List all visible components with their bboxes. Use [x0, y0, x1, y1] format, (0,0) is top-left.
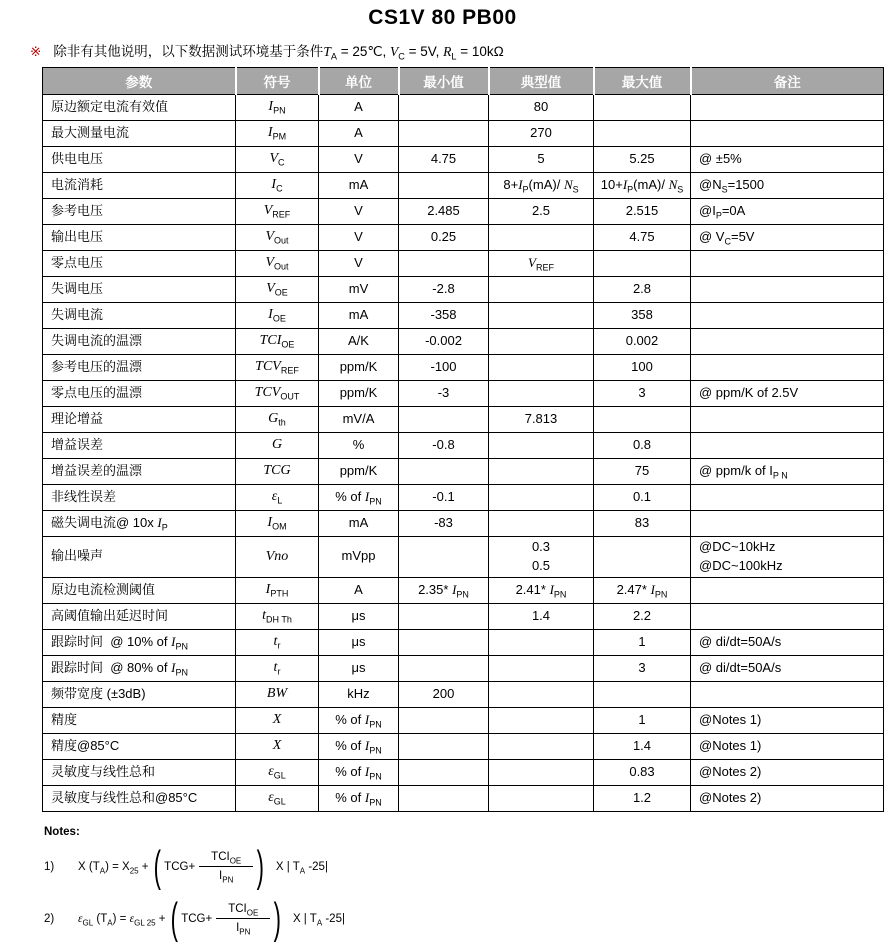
cell-typical [489, 511, 594, 537]
table-row [43, 785, 884, 811]
cell-min: -0.1 [399, 485, 489, 511]
cell-min [399, 407, 489, 433]
table-row [43, 459, 884, 485]
cell-symbol: $V_{Out}$ [236, 225, 319, 251]
cell-remark: @ $V_C=5V$ [691, 225, 884, 251]
table-row [43, 381, 884, 407]
cell-remark: @Notes 2) [691, 785, 884, 811]
cell-symbol: $I_C$ [236, 173, 319, 199]
cell-remark: @ ppm/k of $I_{P N}$ [691, 459, 884, 485]
cell-unit: μs [319, 629, 399, 655]
cell-max: $10+I_P(mA)/$ $N_S$ [594, 173, 691, 199]
cell-unit: A [319, 577, 399, 603]
cell-remark: @Notes 1) [691, 733, 884, 759]
cell-unit: V [319, 251, 399, 277]
cell-unit: V [319, 147, 399, 173]
fraction-numerator: $TCI_{OE}$ [199, 851, 253, 867]
col-header-param: 参数 [43, 68, 236, 95]
cell-symbol: $t_r$ [236, 655, 319, 681]
cell-remark: @ ppm/K of 2.5V [691, 381, 884, 407]
cell-param: 跟踪时间 @ 10% of $I_{PN}$ [43, 629, 236, 655]
cell-remark [691, 277, 884, 303]
cell-remark: @Notes 1) [691, 707, 884, 733]
cell-min [399, 603, 489, 629]
table-row [43, 629, 884, 655]
cell-param: 高阈值输出延迟时间 [43, 603, 236, 629]
cell-symbol: $\varepsilon_{GL}$ [236, 759, 319, 785]
col-header-min: 最小值 [399, 68, 489, 95]
cell-typical: 7.813 [489, 407, 594, 433]
cell-unit: V [319, 199, 399, 225]
cell-min [399, 707, 489, 733]
cell-min [399, 173, 489, 199]
cell-typical [489, 433, 594, 459]
fraction-denominator: $I_{PN}$ [219, 870, 234, 885]
cell-min: 2.35* $I_{PN}$ [399, 577, 489, 603]
cell-max [594, 681, 691, 707]
formula-rhs: X | $T_A$ -25| [292, 912, 345, 927]
formula-fraction [216, 903, 270, 937]
note-formula-1: 1) X $(T_A) = X_{25}$ + ( TCG+ $\frac{TCI_{OE}}{I_{PN}}$ ) X | $T_A$ -25| [44, 841, 328, 891]
cell-param: 电流消耗 [43, 173, 236, 199]
cell-param: 跟踪时间 @ 80% of $I_{PN}$ [43, 655, 236, 681]
cell-min: -2.8 [399, 277, 489, 303]
cell-remark: $@N_S=1500$ [691, 173, 884, 199]
table-row [43, 277, 884, 303]
cell-typical: 270 [489, 121, 594, 147]
table-row [43, 681, 884, 707]
cell-param: 失调电流 [43, 303, 236, 329]
cell-remark [691, 355, 884, 381]
table-row [43, 121, 884, 147]
cell-param: 磁失调电流@ 10x $I_P$ [43, 511, 236, 537]
cell-max: 1 [594, 629, 691, 655]
cell-min: -0.002 [399, 329, 489, 355]
cell-remark [691, 577, 884, 603]
table-row [43, 303, 884, 329]
cell-param: 原边额定电流有效值 [43, 95, 236, 121]
cell-symbol: TCG [236, 459, 319, 485]
table-row [43, 329, 884, 355]
cell-param: 非线性误差 [43, 485, 236, 511]
cell-unit: % of $I_{PN}$ [319, 707, 399, 733]
cell-symbol: $V_C$ [236, 147, 319, 173]
table-row [43, 199, 884, 225]
cell-max: 5.25 [594, 147, 691, 173]
cell-remark [691, 251, 884, 277]
cell-unit: mVpp [319, 537, 399, 578]
cell-unit: A [319, 121, 399, 147]
cell-param: 理论增益 [43, 407, 236, 433]
cell-max [594, 251, 691, 277]
cell-param: 频带宽度 (±3dB) [43, 681, 236, 707]
cell-max: 1 [594, 707, 691, 733]
formula-fraction [199, 851, 253, 885]
cell-typical: $V_{REF}$ [489, 251, 594, 277]
cell-typical: 2.41* $I_{PN}$ [489, 577, 594, 603]
cell-max: 1.2 [594, 785, 691, 811]
cell-remark: @DC~10kHz @DC~100kHz [691, 537, 884, 578]
fraction-numerator: $TCI_{OE}$ [216, 903, 270, 919]
fraction-denominator: $I_{PN}$ [236, 922, 251, 937]
cell-unit: ppm/K [319, 355, 399, 381]
cell-min [399, 121, 489, 147]
cell-remark: @ di/dt=50A/s [691, 655, 884, 681]
cell-param: 失调电压 [43, 277, 236, 303]
cell-param: 输出电压 [43, 225, 236, 251]
cell-symbol: $I_{OE}$ [236, 303, 319, 329]
datasheet-page [0, 6, 885, 943]
cell-remark [691, 95, 884, 121]
cell-typical [489, 329, 594, 355]
cell-unit: % of $I_{PN}$ [319, 759, 399, 785]
cell-remark [691, 433, 884, 459]
cell-remark [691, 603, 884, 629]
cell-param: 精度 [43, 707, 236, 733]
cell-symbol: $I_{PN}$ [236, 95, 319, 121]
cell-symbol: $I_{PM}$ [236, 121, 319, 147]
cell-param: 零点电压的温漂 [43, 381, 236, 407]
cell-max [594, 95, 691, 121]
cell-unit: A [319, 95, 399, 121]
cell-typical: 0.3 0.5 [489, 537, 594, 578]
cell-min [399, 655, 489, 681]
cell-typical: 1.4 [489, 603, 594, 629]
formula-group [164, 851, 253, 885]
table-row [43, 537, 884, 578]
cell-min [399, 785, 489, 811]
cell-unit: V [319, 225, 399, 251]
cell-remark [691, 511, 884, 537]
cell-max: 2.515 [594, 199, 691, 225]
cell-max: 358 [594, 303, 691, 329]
cell-min [399, 629, 489, 655]
note-number: 1) [44, 860, 55, 873]
cell-symbol: $t_{DH Th}$ [236, 603, 319, 629]
cell-symbol: $V_{Out}$ [236, 251, 319, 277]
cell-symbol: G [236, 433, 319, 459]
table-row [43, 95, 884, 121]
cell-min: -100 [399, 355, 489, 381]
cell-typical [489, 733, 594, 759]
table-row [43, 355, 884, 381]
table-row [43, 225, 884, 251]
cell-typical [489, 277, 594, 303]
cell-symbol: $TCI_{OE}$ [236, 329, 319, 355]
cell-param: 精度@85°C [43, 733, 236, 759]
cell-typical: 80 [489, 95, 594, 121]
cell-min [399, 95, 489, 121]
cell-symbol: $TCV_{OUT}$ [236, 381, 319, 407]
cell-min: 2.485 [399, 199, 489, 225]
spec-table [42, 67, 884, 812]
table-row [43, 485, 884, 511]
cell-symbol: $V_{REF}$ [236, 199, 319, 225]
cell-param: 增益误差 [43, 433, 236, 459]
cell-symbol: $G_{th}$ [236, 407, 319, 433]
formula-term: TCG+ [181, 912, 213, 925]
notes-heading: Notes: [44, 825, 80, 838]
cell-max: 2.8 [594, 277, 691, 303]
cell-remark [691, 329, 884, 355]
cell-param: 灵敏度与线性总和 [43, 759, 236, 785]
cell-param: 失调电流的温漂 [43, 329, 236, 355]
cell-symbol: X [236, 707, 319, 733]
cell-max [594, 537, 691, 578]
cell-unit: mA [319, 173, 399, 199]
col-header-max: 最大值 [594, 68, 691, 95]
cell-max: 3 [594, 381, 691, 407]
cell-unit: % of $I_{PN}$ [319, 785, 399, 811]
cell-min [399, 459, 489, 485]
table-row [43, 407, 884, 433]
col-header-typical: 典型值 [489, 68, 594, 95]
cell-max: 83 [594, 511, 691, 537]
cell-max: 2.47* $I_{PN}$ [594, 577, 691, 603]
cell-symbol: $I_{PTH}$ [236, 577, 319, 603]
cell-min [399, 733, 489, 759]
table-row [43, 577, 884, 603]
cell-unit: mV [319, 277, 399, 303]
cell-symbol: $V_{OE}$ [236, 277, 319, 303]
cell-remark: $@I_P=0A$ [691, 199, 884, 225]
col-header-remark: 备注 [691, 68, 884, 95]
condition-text: 除非有其他说明，以下数据测试环境基于条件$T_A$ = 25℃, $V_C = 5V$, $R_L = 10k\Omega$ [53, 44, 504, 62]
cell-min: -3 [399, 381, 489, 407]
cell-symbol: X [236, 733, 319, 759]
cell-remark [691, 485, 884, 511]
cell-param: 零点电压 [43, 251, 236, 277]
cell-max: 1.4 [594, 733, 691, 759]
condition-marker: ※ [30, 44, 42, 59]
cell-min: 4.75 [399, 147, 489, 173]
cell-min [399, 759, 489, 785]
cell-unit: kHz [319, 681, 399, 707]
cell-remark: @Notes 2) [691, 759, 884, 785]
cell-param: 参考电压的温漂 [43, 355, 236, 381]
cell-typical [489, 785, 594, 811]
cell-symbol: $\varepsilon_{GL}$ [236, 785, 319, 811]
cell-min [399, 537, 489, 578]
cell-max: 75 [594, 459, 691, 485]
cell-max: 0.83 [594, 759, 691, 785]
cell-unit: mV/A [319, 407, 399, 433]
cell-max [594, 407, 691, 433]
cell-typical [489, 655, 594, 681]
formula-term: TCG+ [164, 860, 196, 873]
table-row [43, 603, 884, 629]
cell-unit: A/K [319, 329, 399, 355]
cell-param: 灵敏度与线性总和@85°C [43, 785, 236, 811]
cell-unit: μs [319, 655, 399, 681]
cell-max: 0.002 [594, 329, 691, 355]
cell-max [594, 121, 691, 147]
table-row [43, 655, 884, 681]
page-title: CS1V 80 PB00 [368, 6, 517, 29]
cell-param: 增益误差的温漂 [43, 459, 236, 485]
cell-typical: 5 [489, 147, 594, 173]
cell-max: 100 [594, 355, 691, 381]
cell-typical [489, 381, 594, 407]
cell-unit: mA [319, 303, 399, 329]
cell-min: -358 [399, 303, 489, 329]
cell-typical: $8+I_P(mA)/$ $N_S$ [489, 173, 594, 199]
col-header-unit: 单位 [319, 68, 399, 95]
cell-min: -83 [399, 511, 489, 537]
cell-min [399, 251, 489, 277]
cell-param: 原边电流检测阈值 [43, 577, 236, 603]
header-row [43, 68, 884, 95]
cell-unit: % [319, 433, 399, 459]
formula-rhs: X | $T_A$ -25| [275, 860, 328, 875]
cell-typical [489, 355, 594, 381]
cell-max: 0.1 [594, 485, 691, 511]
cell-symbol: BW [236, 681, 319, 707]
formula-lhs: $\varepsilon_{GL}$ $(T_A) = \varepsilon_{GL 25}$ + [78, 912, 166, 927]
cell-remark: @ di/dt=50A/s [691, 629, 884, 655]
cell-typical [489, 759, 594, 785]
cell-param: 供电电压 [43, 147, 236, 173]
note-formula-2: 2) $\varepsilon_{GL}$ $(T_A) = \varepsilon_{GL 25}$ + ( TCG+ $\frac{TCI_{OE}}{I_{PN}}$ ) X | $T_A$ -25| [44, 893, 345, 943]
notes-section [44, 826, 885, 942]
formula-group [181, 903, 270, 937]
cell-unit: ppm/K [319, 381, 399, 407]
formula-lhs: X $(T_A) = X_{25}$ + [78, 860, 149, 875]
cell-max: 2.2 [594, 603, 691, 629]
cell-typical [489, 485, 594, 511]
cell-remark [691, 303, 884, 329]
cell-unit: % of $I_{PN}$ [319, 733, 399, 759]
note-number: 2) [44, 912, 55, 925]
cell-min: 0.25 [399, 225, 489, 251]
cell-param: 最大测量电流 [43, 121, 236, 147]
cell-typical [489, 707, 594, 733]
cell-typical: 2.5 [489, 199, 594, 225]
cell-typical [489, 225, 594, 251]
cell-unit: ppm/K [319, 459, 399, 485]
table-row [43, 759, 884, 785]
table-row [43, 173, 884, 199]
cell-unit: mA [319, 511, 399, 537]
cell-unit: μs [319, 603, 399, 629]
table-row [43, 733, 884, 759]
cell-remark: @ ±5% [691, 147, 884, 173]
cell-min: -0.8 [399, 433, 489, 459]
cell-remark [691, 121, 884, 147]
cell-typical [489, 303, 594, 329]
col-header-symbol: 符号 [236, 68, 319, 95]
cell-symbol: $\varepsilon_L$ [236, 485, 319, 511]
cell-max: 4.75 [594, 225, 691, 251]
cell-min: 200 [399, 681, 489, 707]
cell-max: 3 [594, 655, 691, 681]
cell-symbol: Vno [236, 537, 319, 578]
cell-param: 输出噪声 [43, 537, 236, 578]
table-row [43, 251, 884, 277]
cell-unit: % of $I_{PN}$ [319, 485, 399, 511]
table-row [43, 147, 884, 173]
cell-remark [691, 407, 884, 433]
table-row [43, 433, 884, 459]
cell-param: 参考电压 [43, 199, 236, 225]
table-row [43, 707, 884, 733]
cell-typical [489, 629, 594, 655]
cell-remark [691, 681, 884, 707]
table-row [43, 511, 884, 537]
condition-note [30, 40, 885, 60]
cell-symbol: $I_{OM}$ [236, 511, 319, 537]
cell-max: 0.8 [594, 433, 691, 459]
cell-symbol: $t_r$ [236, 629, 319, 655]
cell-symbol: $TCV_{REF}$ [236, 355, 319, 381]
cell-typical [489, 459, 594, 485]
cell-typical [489, 681, 594, 707]
